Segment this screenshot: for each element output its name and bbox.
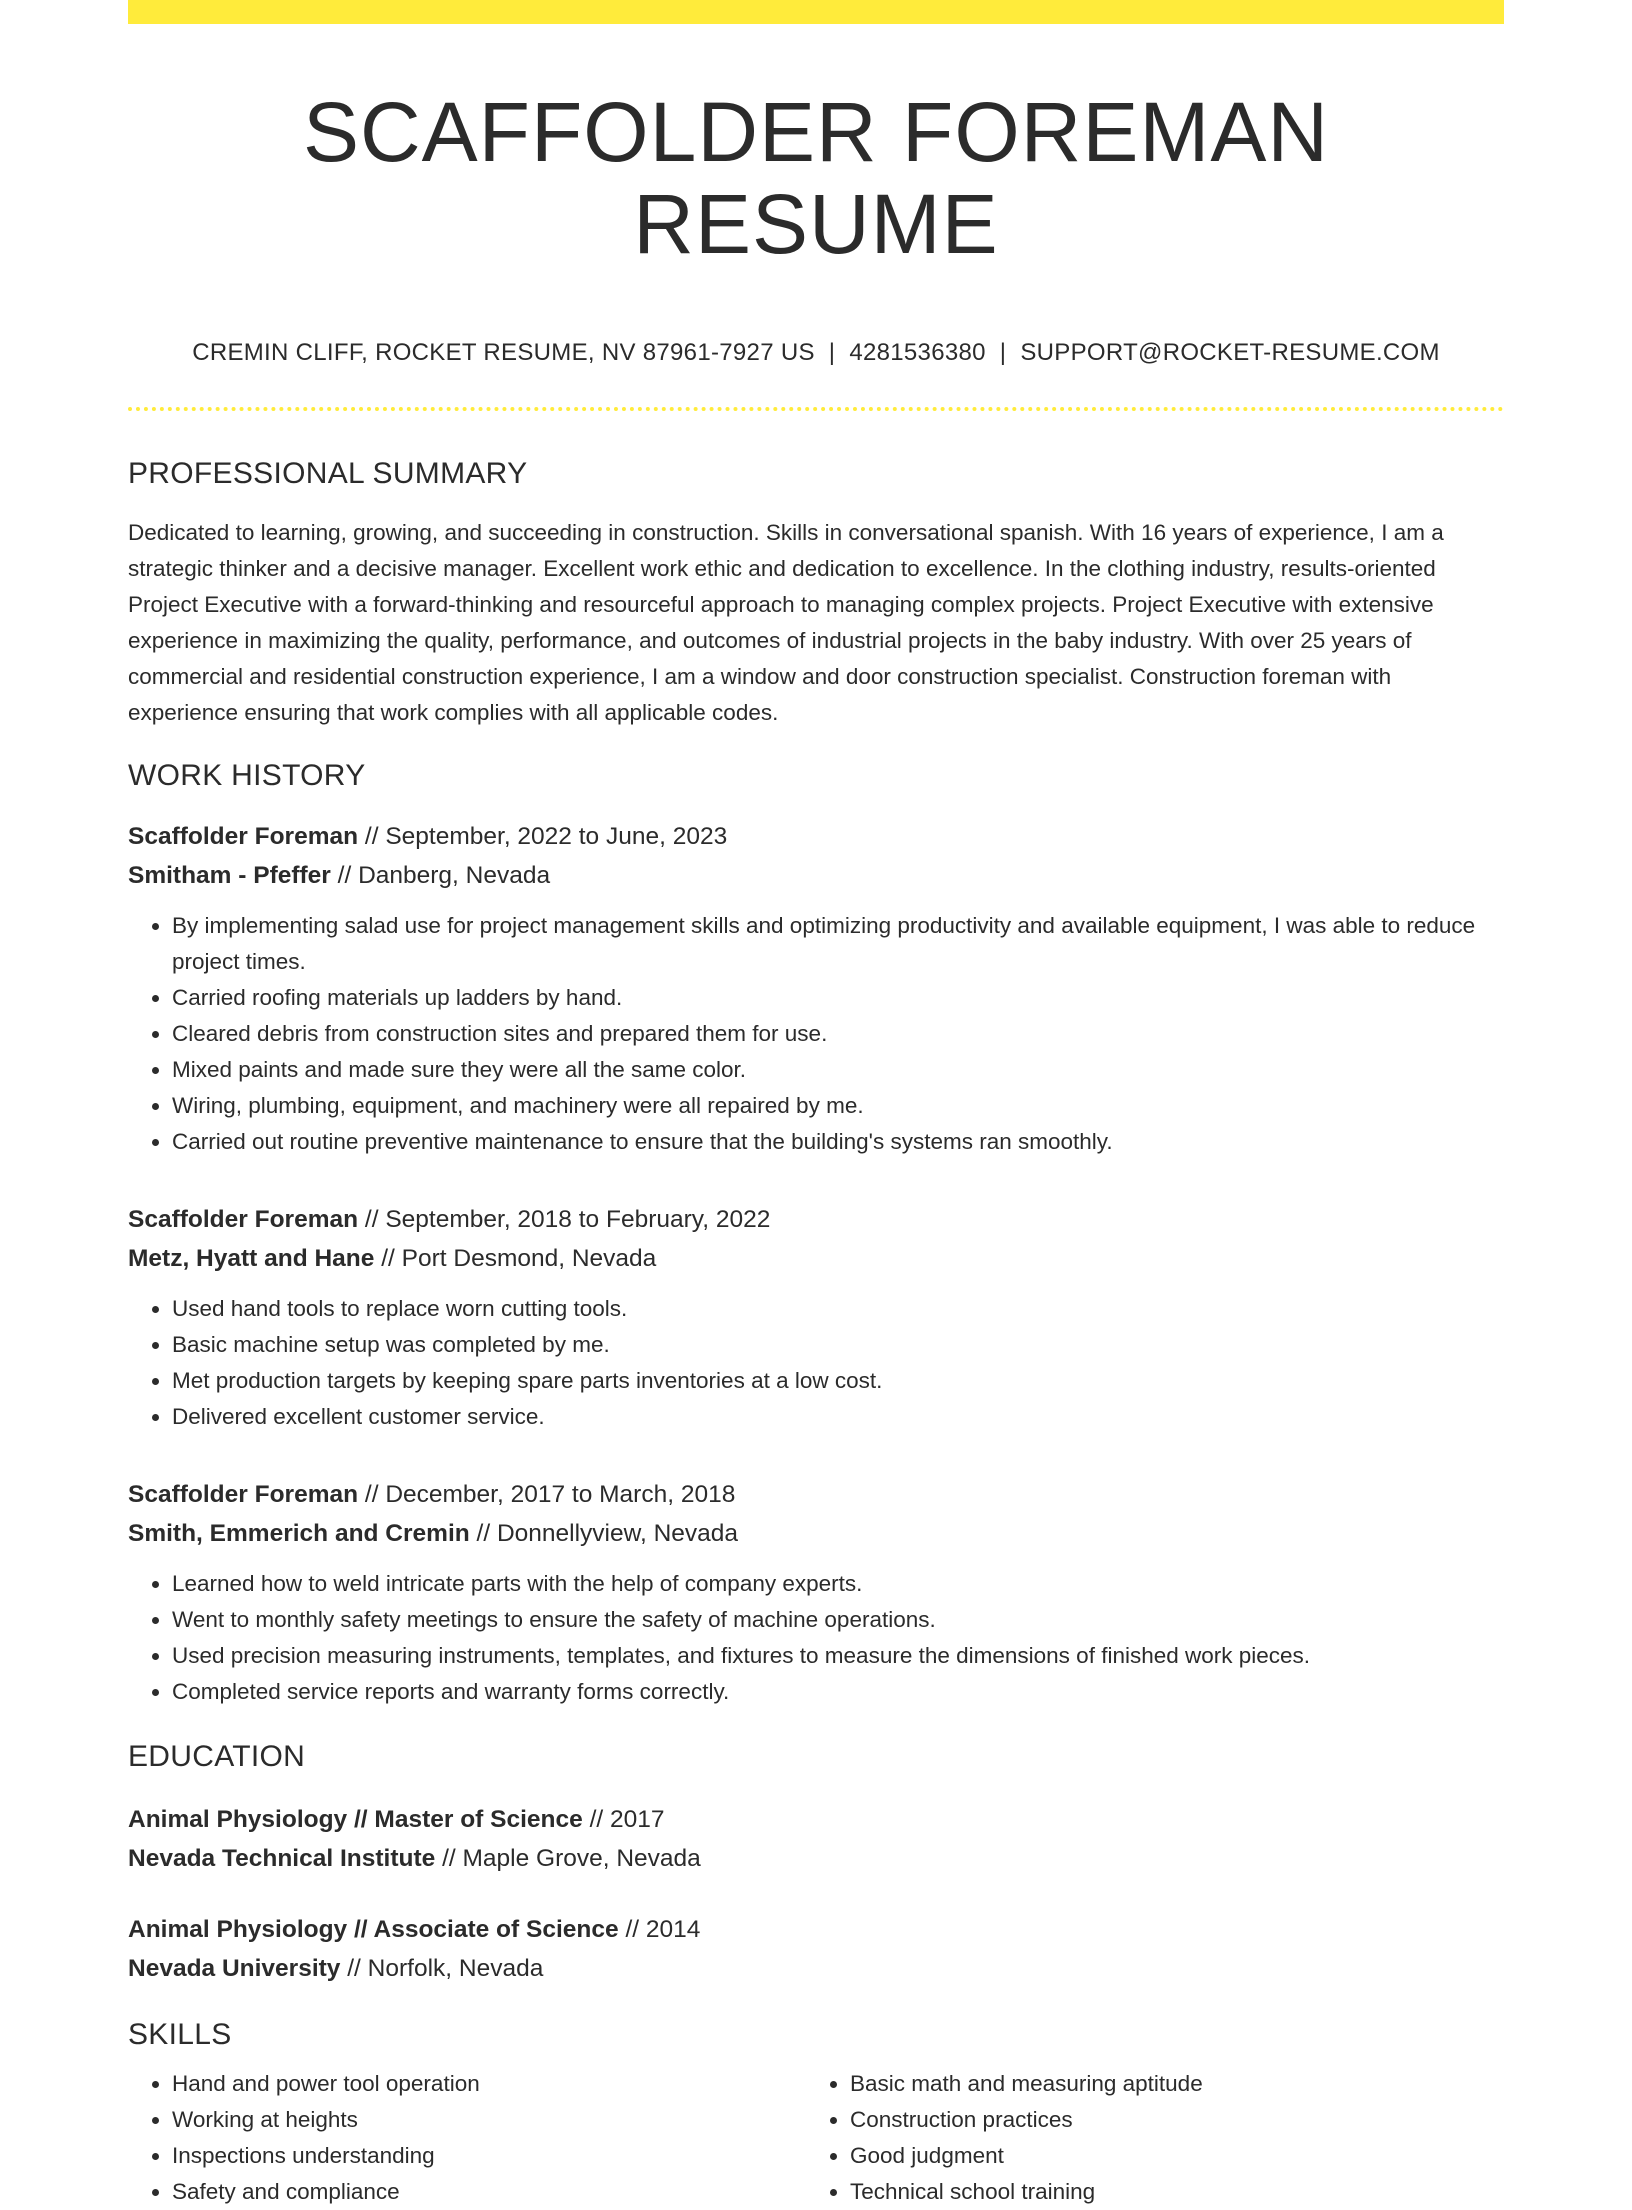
work-history-heading: WORK HISTORY [128, 758, 366, 792]
education-location: // Maple Grove, Nevada [442, 1844, 701, 1872]
list-item: • Went to monthly safety meetings to ensure the safety of machine operations. [172, 1602, 1504, 1638]
job-company-line [128, 1239, 1504, 1278]
job-title-line [128, 1475, 1504, 1514]
contact-line [128, 339, 1504, 367]
job-company-line [128, 1514, 1504, 1553]
education-entry [128, 1800, 1504, 1878]
job-entry [128, 817, 1504, 1160]
education-school-line [128, 1839, 1504, 1878]
education-school: Nevada Technical Institute [128, 1844, 436, 1872]
job-title-line [128, 1200, 1504, 1239]
list-item: • Basic machine setup was completed by me. [172, 1327, 1504, 1363]
list-item: • Mixed paints and made sure they were all the same color. [172, 1052, 1504, 1088]
list-item: • Wiring, plumbing, equipment, and machinery were all repaired by me. [172, 1088, 1504, 1124]
list-item: • Completed service reports and warranty forms correctly. [172, 1674, 1504, 1710]
list-item: • Working at heights [172, 2102, 806, 2138]
job-company-line [128, 856, 1504, 895]
education-degree-line [128, 1800, 1504, 1839]
summary-heading: PROFESSIONAL SUMMARY [128, 456, 528, 490]
education-year: // 2014 [625, 1915, 701, 1943]
job-bullets [128, 1291, 1504, 1435]
education-degree: Animal Physiology // Associate of Science [128, 1915, 619, 1943]
education-degree-line [128, 1910, 1504, 1949]
education-school-line [128, 1949, 1504, 1988]
list-item: • Carried roofing materials up ladders by hand. [172, 980, 1504, 1016]
job-company: Metz, Hyatt and Hane [128, 1244, 375, 1272]
skills-column-right [806, 2066, 1484, 2210]
list-item: • Used precision measuring instruments, templates, and fixtures to measure the dimensions of finished work pieces. [172, 1638, 1504, 1674]
contact-address: CREMIN CLIFF, ROCKET RESUME, NV 87961-7927 US [192, 338, 815, 366]
list-item: • Carried out routine preventive maintenance to ensure that the building's systems ran smoothly. [172, 1124, 1504, 1160]
job-dates: // September, 2018 to February, 2022 [364, 1205, 771, 1233]
list-item: • Learned how to weld intricate parts with the help of company experts. [172, 1566, 1504, 1602]
job-dates: // September, 2022 to June, 2023 [364, 822, 728, 850]
contact-email: SUPPORT@ROCKET-RESUME.COM [1020, 338, 1440, 366]
job-role: Scaffolder Foreman [128, 1480, 359, 1508]
education-degree: Animal Physiology // Master of Science [128, 1805, 583, 1833]
resume-page [128, 0, 1504, 2210]
job-company: Smith, Emmerich and Cremin [128, 1519, 470, 1547]
job-entry [128, 1475, 1504, 1710]
top-accent-bar [128, 0, 1504, 24]
job-location: // Danberg, Nevada [337, 861, 551, 889]
list-item: • Used hand tools to replace worn cutting tools. [172, 1291, 1504, 1327]
list-item: • By implementing salad use for project management skills and optimizing productivity and available equipment, I was able to reduce project times. [172, 908, 1504, 980]
list-item: • Good judgment [850, 2138, 1484, 2174]
list-item: • Inspections understanding [172, 2138, 806, 2174]
skills-column-left [128, 2066, 806, 2210]
job-entry [128, 1200, 1504, 1435]
education-location: // Norfolk, Nevada [347, 1954, 544, 1982]
skills-grid [128, 2066, 1504, 2210]
list-item: • Basic math and measuring aptitude [850, 2066, 1484, 2102]
list-item: • Safety and compliance [172, 2174, 806, 2210]
education-heading: EDUCATION [128, 1739, 306, 1773]
job-bullets [128, 908, 1504, 1160]
skills-heading: SKILLS [128, 2017, 232, 2051]
job-role: Scaffolder Foreman [128, 1205, 359, 1233]
contact-separator: | [828, 338, 836, 366]
list-item: • Met production targets by keeping spare parts inventories at a low cost. [172, 1363, 1504, 1399]
job-dates: // December, 2017 to March, 2018 [364, 1480, 736, 1508]
education-year: // 2017 [589, 1805, 665, 1833]
job-bullets [128, 1566, 1504, 1710]
contact-phone: 4281536380 [849, 338, 986, 366]
resume-title: SCAFFOLDER FOREMAN RESUME [302, 85, 1330, 272]
contact-separator: | [999, 338, 1007, 366]
list-item: • Hand and power tool operation [172, 2066, 806, 2102]
list-item: • Delivered excellent customer service. [172, 1399, 1504, 1435]
job-location: // Port Desmond, Nevada [381, 1244, 657, 1272]
job-company: Smitham - Pfeffer [128, 861, 331, 889]
list-item: • Cleared debris from construction sites and prepared them for use. [172, 1016, 1504, 1052]
job-role: Scaffolder Foreman [128, 822, 359, 850]
dotted-divider [128, 407, 1504, 411]
list-item: • Construction practices [850, 2102, 1484, 2138]
education-entry [128, 1910, 1504, 1988]
summary-text: Dedicated to learning, growing, and succeeding in construction. Skills in conversational spanish. With 16 years of experience, I am a strategic thinker and a decisive manager. Excellent work ethic and dedication to excellence. In the clothing industry, results-oriented Project Executive with a forward-thinking and resourceful approach to managing complex projects. Project Executive with extensive experience in maximizing the quality, performance, and outcomes of industrial projects in the baby industry. With over 25 years of commercial and residential construction experience, I am a window and door construction specialist. Construction foreman with experience ensuring that work complies with all applicable codes. [128, 519, 1444, 725]
job-title-line [128, 817, 1504, 856]
education-school: Nevada University [128, 1954, 341, 1982]
list-item: • Technical school training [850, 2174, 1484, 2210]
job-location: // Donnellyview, Nevada [476, 1519, 739, 1547]
